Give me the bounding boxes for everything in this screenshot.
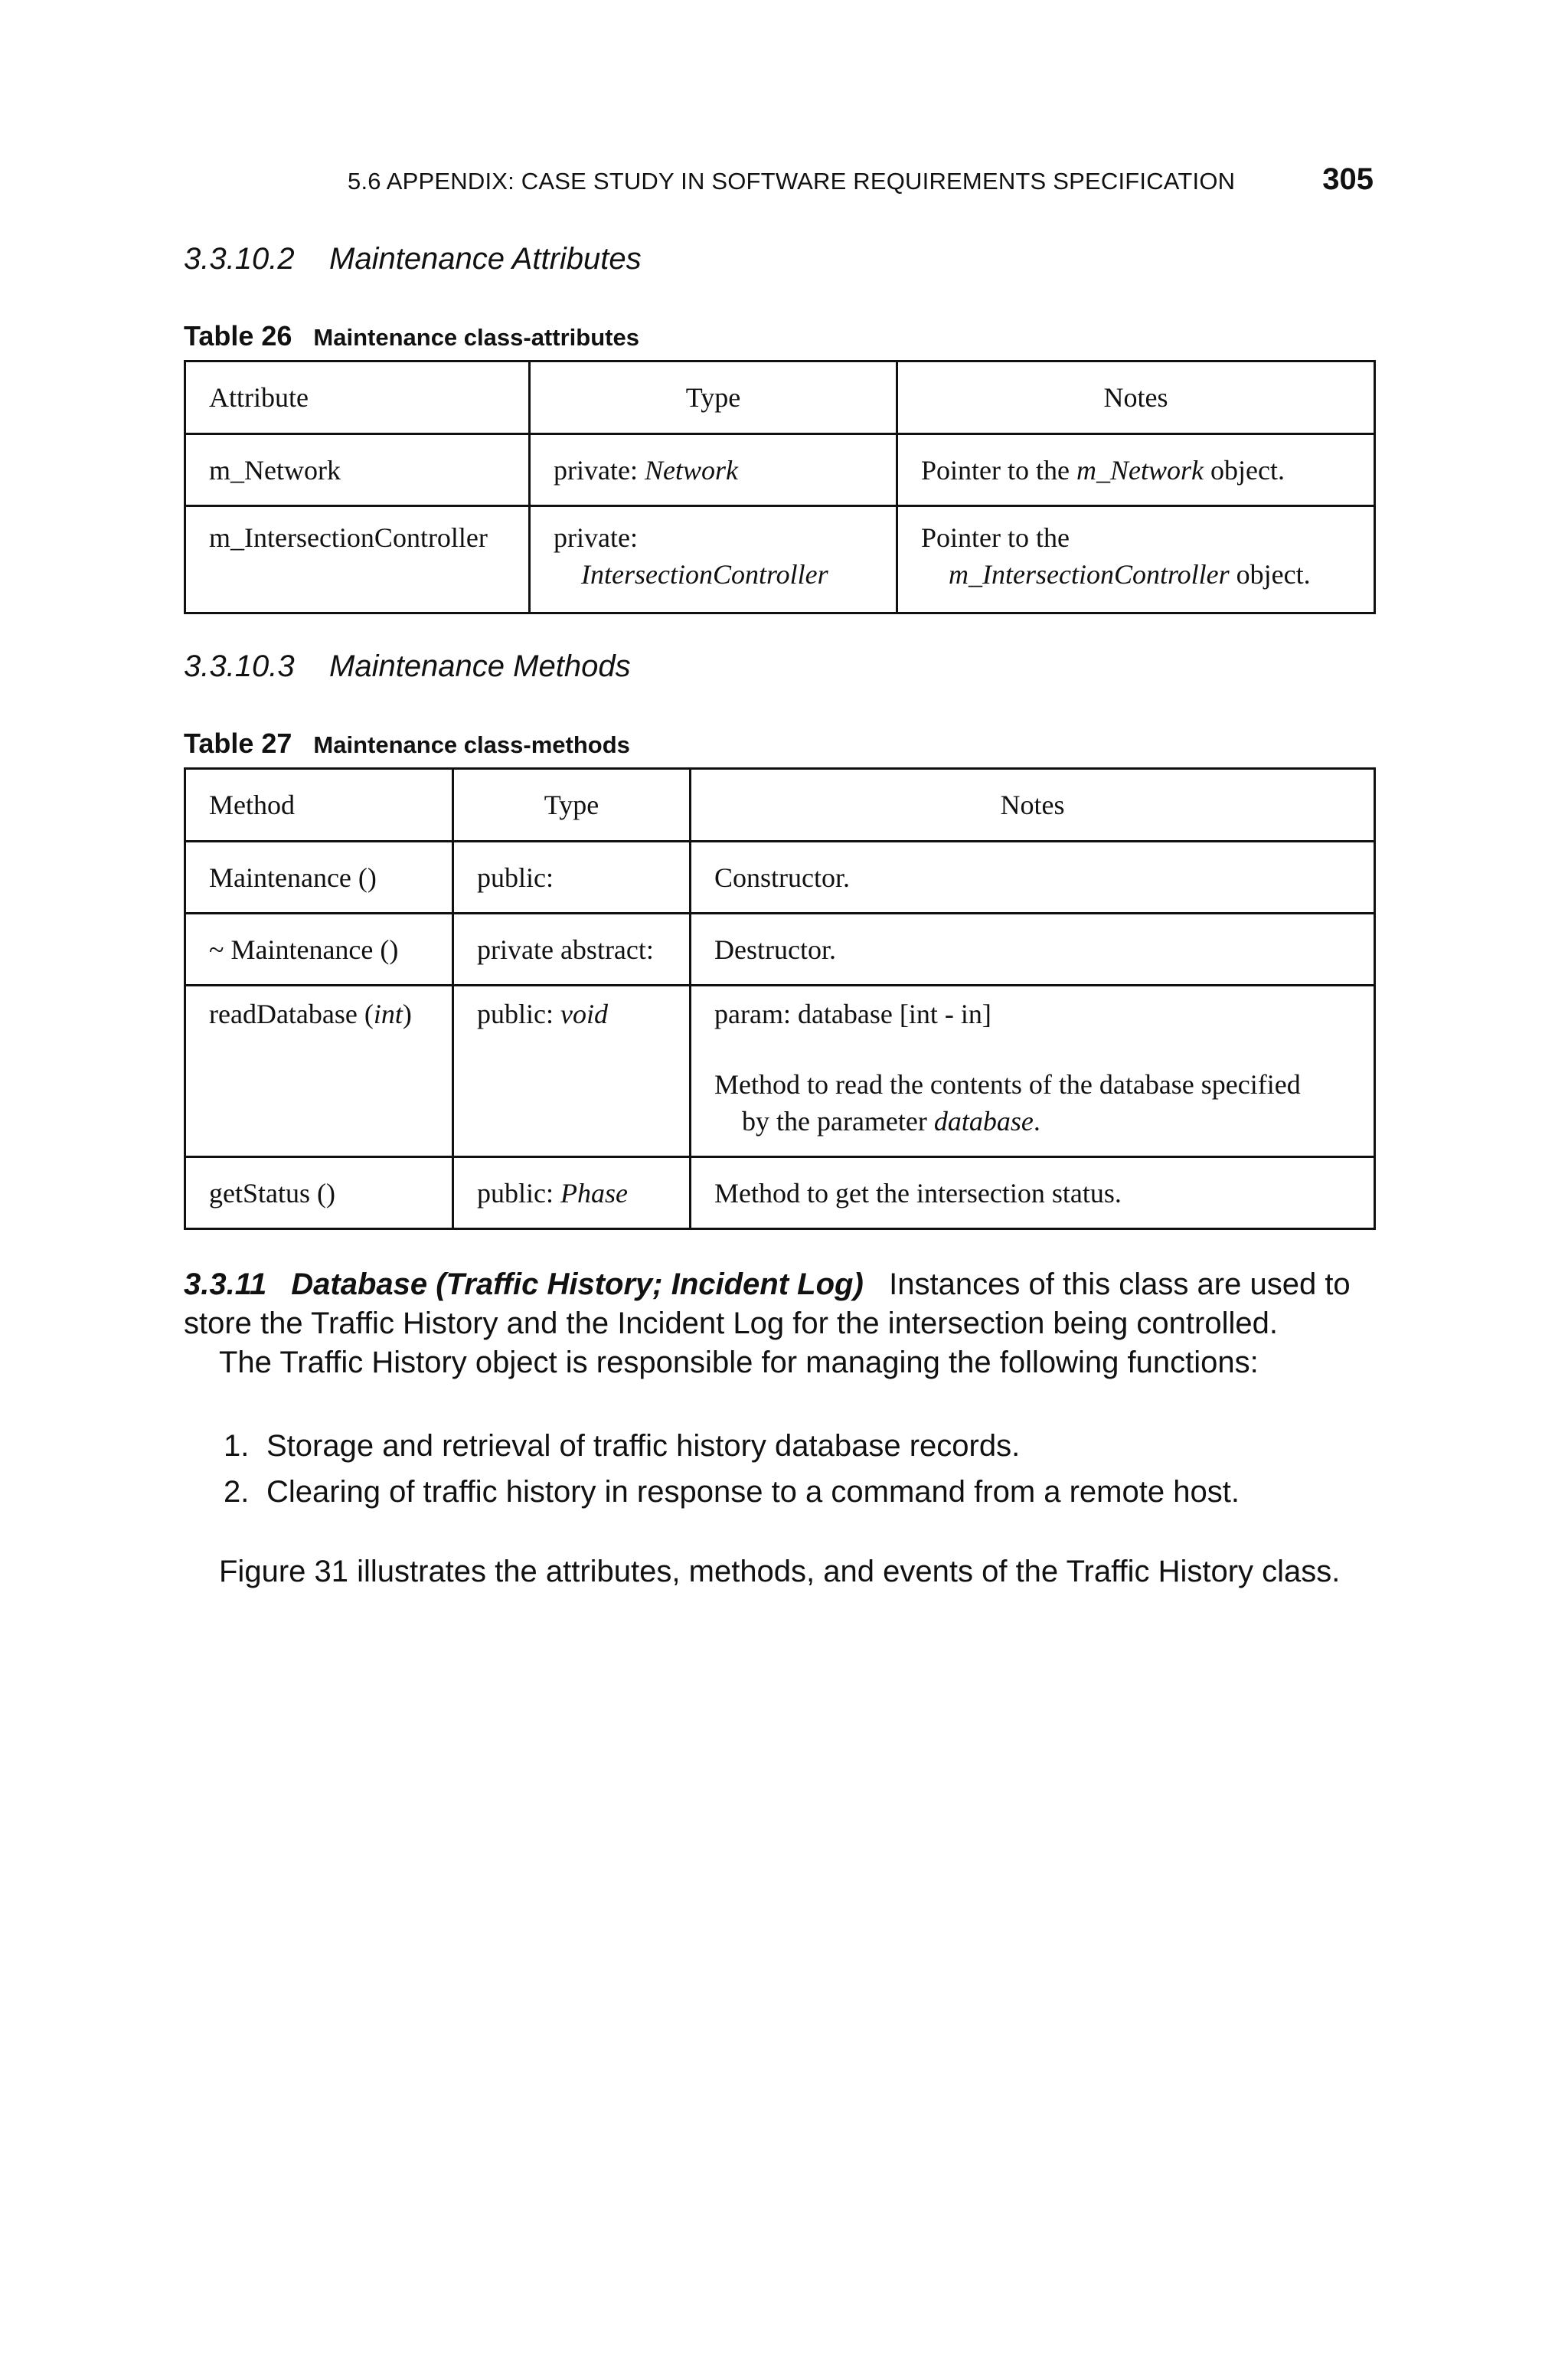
table-number: Table 26 (184, 320, 292, 352)
section-title: Maintenance Attributes (329, 242, 642, 276)
section-title: Maintenance Methods (329, 649, 631, 683)
table-27 (184, 767, 1376, 1230)
section-text: Instances of this class are used to store the Traffic History and the Incident Log for the intersection being controlled. (184, 1267, 1351, 1340)
cell-type (530, 434, 897, 506)
cell-method (185, 986, 453, 1157)
notes-param: param: database [int - in] (714, 999, 991, 1029)
cell-type (453, 1157, 691, 1229)
table-header-row (185, 361, 1375, 434)
header-type: Type (530, 361, 897, 434)
header-type: Type (453, 769, 691, 842)
type-prefix: private: (554, 522, 638, 553)
table-row (185, 842, 1375, 914)
running-head (348, 162, 1374, 197)
type-prefix: public: (477, 1177, 560, 1209)
cell-notes: Constructor. (691, 842, 1375, 914)
cell-type (453, 986, 691, 1157)
method-ital: int (373, 999, 403, 1029)
list-item (224, 1423, 1240, 1469)
notes-continued (921, 556, 1351, 593)
header-method: Method (185, 769, 453, 842)
cell-method: getStatus () (185, 1157, 453, 1229)
page-number: 305 (1322, 162, 1374, 196)
cell-notes (897, 506, 1375, 613)
section-number: 3.3.10.3 (184, 649, 295, 683)
table-header-row (185, 769, 1375, 842)
type-prefix: public: (477, 999, 560, 1029)
header-attribute: Attribute (185, 361, 530, 434)
table-row (185, 506, 1375, 613)
table-number: Table 27 (184, 728, 292, 759)
notes-desc-continued (714, 1103, 1351, 1140)
method-suffix: ) (402, 999, 412, 1029)
notes-prefix: Pointer to the (921, 522, 1070, 553)
type-name: IntersectionController (581, 559, 828, 590)
cell-notes: Method to get the intersection status. (691, 1157, 1375, 1229)
header-notes: Notes (691, 769, 1375, 842)
cell-method: Maintenance () (185, 842, 453, 914)
list-text: Clearing of traffic history in response to a command from a remote host. (266, 1475, 1240, 1509)
header-notes: Notes (897, 361, 1375, 434)
cell-type: public: (453, 842, 691, 914)
section-3-3-11-paragraph (184, 1265, 1374, 1382)
notes-ital: m_IntersectionController (949, 559, 1230, 590)
table-row (185, 986, 1375, 1157)
table-title: Maintenance class-attributes (313, 324, 639, 351)
cell-type (530, 506, 897, 613)
cell-notes (691, 986, 1375, 1157)
list-number: 2. (224, 1475, 250, 1509)
cell-notes (897, 434, 1375, 506)
cell-attribute: m_IntersectionController (185, 506, 530, 613)
type-ital: Phase (560, 1177, 628, 1209)
type-prefix: private: (554, 454, 645, 486)
table-title: Maintenance class-methods (313, 731, 630, 758)
table-26 (184, 360, 1376, 614)
notes-desc: Method to read the contents of the database specified (714, 1069, 1301, 1100)
notes-suffix: object. (1229, 559, 1311, 590)
notes-desc-end: . (1033, 1106, 1040, 1137)
running-title: 5.6 APPENDIX: CASE STUDY IN SOFTWARE REQUIREMENTS SPECIFICATION (348, 168, 1236, 195)
function-list (224, 1423, 1240, 1515)
method-prefix: readDatabase ( (209, 999, 374, 1029)
table-26-caption (184, 320, 639, 352)
section-heading (184, 1267, 864, 1301)
type-name: Network (644, 454, 738, 486)
table-27-caption (184, 728, 630, 760)
table-row (185, 914, 1375, 986)
section-number: 3.3.10.2 (184, 242, 295, 276)
cell-notes: Destructor. (691, 914, 1375, 986)
closing-paragraph: Figure 31 illustrates the attributes, methods, and events of the Traffic History class. (219, 1555, 1341, 1588)
list-number: 1. (224, 1429, 250, 1463)
list-item (224, 1469, 1240, 1515)
cell-type: private abstract: (453, 914, 691, 986)
notes-desc-ital: database (933, 1106, 1034, 1137)
section-heading-maintenance-attributes (184, 242, 642, 276)
section-text-continued: The Traffic History object is responsible for managing the following functions: (219, 1346, 1259, 1379)
cell-attribute: m_Network (185, 434, 530, 506)
table-row (185, 434, 1375, 506)
table-row (185, 1157, 1375, 1229)
type-ital: void (560, 999, 608, 1029)
notes-suffix: object. (1203, 454, 1285, 486)
section-title: Database (Traffic History; Incident Log) (291, 1267, 864, 1301)
notes-prefix: Pointer to the (921, 454, 1076, 486)
section-heading-maintenance-methods (184, 649, 631, 684)
list-text: Storage and retrieval of traffic history database records. (266, 1429, 1021, 1463)
notes-ital: m_Network (1076, 454, 1204, 486)
section-number: 3.3.11 (184, 1267, 267, 1301)
cell-method: ~ Maintenance () (185, 914, 453, 986)
notes-desc2: by the parameter (742, 1106, 934, 1137)
